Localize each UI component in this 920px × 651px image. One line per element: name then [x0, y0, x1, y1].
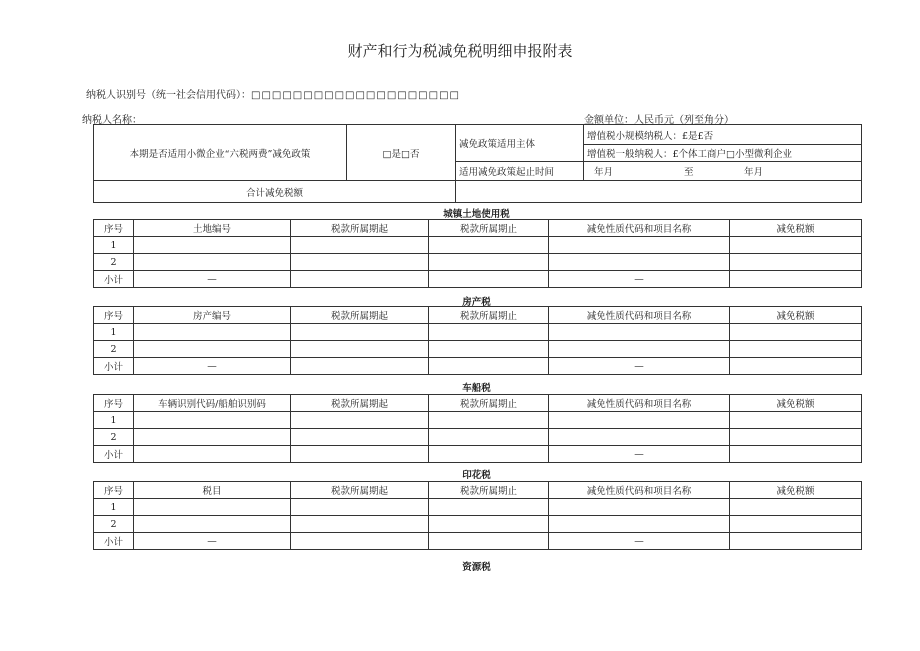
small-scale-option[interactable]: 增值税小规模纳税人：£是£否 — [584, 125, 862, 145]
dash: — — [549, 271, 730, 288]
cell[interactable] — [291, 271, 429, 288]
period-end: 年月 — [744, 167, 764, 178]
section-title: 城镇土地使用税 — [443, 209, 510, 220]
cell[interactable] — [134, 516, 291, 533]
cell[interactable] — [291, 429, 429, 446]
section-title: 资源税 — [462, 562, 491, 573]
taxpayer-id-row — [86, 86, 460, 101]
cell[interactable] — [730, 412, 862, 429]
header-item: 车辆识别代码/船舶识别码 — [134, 395, 291, 412]
cell[interactable] — [730, 324, 862, 341]
subtotal-row — [94, 271, 862, 288]
dash: — — [549, 358, 730, 375]
form-title: 财产和行为税减免税明细申报附表 — [347, 42, 573, 60]
policy-table — [93, 124, 862, 203]
subtotal-label: 小计 — [94, 533, 134, 550]
header-period-start: 税款所属期起 — [291, 307, 429, 324]
table-row — [94, 516, 862, 533]
subtotal-label: 小计 — [94, 358, 134, 375]
period-field[interactable] — [584, 162, 862, 181]
taxpayer-id-label: 纳税人识别号（统一社会信用代码）： — [86, 90, 251, 101]
period-to: 至 — [684, 167, 694, 178]
cell[interactable] — [549, 237, 730, 254]
cell[interactable] — [291, 499, 429, 516]
row-number: 2 — [94, 429, 134, 446]
taxpayer-name-label: 纳税人名称： — [82, 115, 142, 126]
cell[interactable] — [429, 324, 549, 341]
dash: — — [134, 358, 291, 375]
cell[interactable] — [134, 324, 291, 341]
table-row — [94, 324, 862, 341]
cell[interactable] — [134, 499, 291, 516]
cell[interactable] — [429, 341, 549, 358]
header-period-end: 税款所属期止 — [429, 220, 549, 237]
subtotal-label: 小计 — [94, 446, 134, 463]
cell[interactable] — [549, 412, 730, 429]
table-row — [94, 429, 862, 446]
row-number: 2 — [94, 341, 134, 358]
cell[interactable] — [429, 254, 549, 271]
header-relief-amount: 减免税额 — [730, 307, 862, 324]
subtotal-row — [94, 446, 862, 463]
header-seq: 序号 — [94, 395, 134, 412]
cell[interactable] — [429, 271, 549, 288]
cell[interactable] — [291, 237, 429, 254]
header-relief-code: 减免性质代码和项目名称 — [549, 220, 730, 237]
header-seq: 序号 — [94, 307, 134, 324]
cell[interactable] — [429, 429, 549, 446]
cell[interactable] — [134, 341, 291, 358]
header-period-start: 税款所属期起 — [291, 482, 429, 499]
table-row — [94, 412, 862, 429]
header-seq: 序号 — [94, 482, 134, 499]
section-title: 印花税 — [462, 470, 491, 481]
total-relief-label: 合计减免税额 — [94, 181, 456, 203]
period-start: 年月 — [594, 167, 614, 178]
cell[interactable] — [291, 358, 429, 375]
subject-label: 减免政策适用主体 — [456, 125, 584, 162]
cell[interactable] — [134, 254, 291, 271]
cell[interactable] — [549, 341, 730, 358]
header-period-end: 税款所属期止 — [429, 307, 549, 324]
row-number: 1 — [94, 324, 134, 341]
section-table — [93, 481, 862, 550]
subtotal-row — [94, 358, 862, 375]
cell[interactable] — [730, 254, 862, 271]
header-period-end: 税款所属期止 — [429, 482, 549, 499]
subtotal-value[interactable] — [730, 446, 862, 463]
dash: — — [549, 446, 730, 463]
table-row — [94, 254, 862, 271]
cell[interactable] — [291, 254, 429, 271]
cell[interactable] — [730, 499, 862, 516]
header-seq: 序号 — [94, 220, 134, 237]
header-item: 税目 — [134, 482, 291, 499]
cell[interactable] — [429, 516, 549, 533]
policy-yes-no[interactable]: □是□否 — [347, 125, 456, 181]
cell[interactable] — [549, 499, 730, 516]
cell[interactable] — [730, 429, 862, 446]
subtotal-row — [94, 533, 862, 550]
cell[interactable] — [549, 324, 730, 341]
cell[interactable] — [134, 412, 291, 429]
amount-unit: 金额单位：人民币元（列至角分） — [584, 115, 734, 126]
header-item: 房产编号 — [134, 307, 291, 324]
table-row — [94, 237, 862, 254]
header-period-end: 税款所属期止 — [429, 395, 549, 412]
cell[interactable] — [134, 429, 291, 446]
dash: — — [549, 533, 730, 550]
cell[interactable] — [730, 516, 862, 533]
cell[interactable] — [291, 516, 429, 533]
general-option[interactable]: 增值税一般纳税人：£个体工商户□小型微利企业 — [584, 145, 862, 162]
period-label: 适用减免政策起止时间 — [456, 162, 584, 181]
cell[interactable] — [549, 516, 730, 533]
section-title: 房产税 — [462, 297, 491, 308]
subtotal-value[interactable] — [730, 358, 862, 375]
section-title: 车船税 — [462, 383, 491, 394]
header-period-start: 税款所属期起 — [291, 395, 429, 412]
dash: — — [134, 533, 291, 550]
dash — [134, 446, 291, 463]
policy-question: 本期是否适用小微企业“六税两费”减免政策 — [94, 125, 347, 181]
cell[interactable] — [429, 533, 549, 550]
cell[interactable] — [429, 237, 549, 254]
section-table — [93, 394, 862, 463]
cell[interactable] — [291, 533, 429, 550]
cell[interactable] — [291, 341, 429, 358]
total-relief-value[interactable] — [456, 181, 862, 203]
cell[interactable] — [730, 237, 862, 254]
header-relief-code: 减免性质代码和项目名称 — [549, 482, 730, 499]
taxpayer-id-boxes[interactable]: □□□□□□□□□□□□□□□□□□□□ — [251, 90, 460, 101]
cell[interactable] — [429, 446, 549, 463]
table-row — [94, 341, 862, 358]
header-relief-code: 减免性质代码和项目名称 — [549, 307, 730, 324]
row-number: 1 — [94, 237, 134, 254]
row-number: 1 — [94, 499, 134, 516]
header-relief-code: 减免性质代码和项目名称 — [549, 395, 730, 412]
cell[interactable] — [549, 254, 730, 271]
row-number: 2 — [94, 516, 134, 533]
cell[interactable] — [291, 324, 429, 341]
subtotal-label: 小计 — [94, 271, 134, 288]
section-table — [93, 219, 862, 288]
subtotal-value[interactable] — [730, 533, 862, 550]
cell[interactable] — [429, 412, 549, 429]
header-period-start: 税款所属期起 — [291, 220, 429, 237]
cell[interactable] — [291, 446, 429, 463]
row-number: 2 — [94, 254, 134, 271]
cell[interactable] — [730, 341, 862, 358]
cell[interactable] — [429, 358, 549, 375]
header-relief-amount: 减免税额 — [730, 220, 862, 237]
header-item: 土地编号 — [134, 220, 291, 237]
row-number: 1 — [94, 412, 134, 429]
section-table — [93, 306, 862, 375]
header-relief-amount: 减免税额 — [730, 395, 862, 412]
header-relief-amount: 减免税额 — [730, 482, 862, 499]
cell[interactable] — [291, 412, 429, 429]
table-row — [94, 499, 862, 516]
cell[interactable] — [134, 237, 291, 254]
cell[interactable] — [549, 429, 730, 446]
subtotal-value[interactable] — [730, 271, 862, 288]
dash: — — [134, 271, 291, 288]
cell[interactable] — [429, 499, 549, 516]
